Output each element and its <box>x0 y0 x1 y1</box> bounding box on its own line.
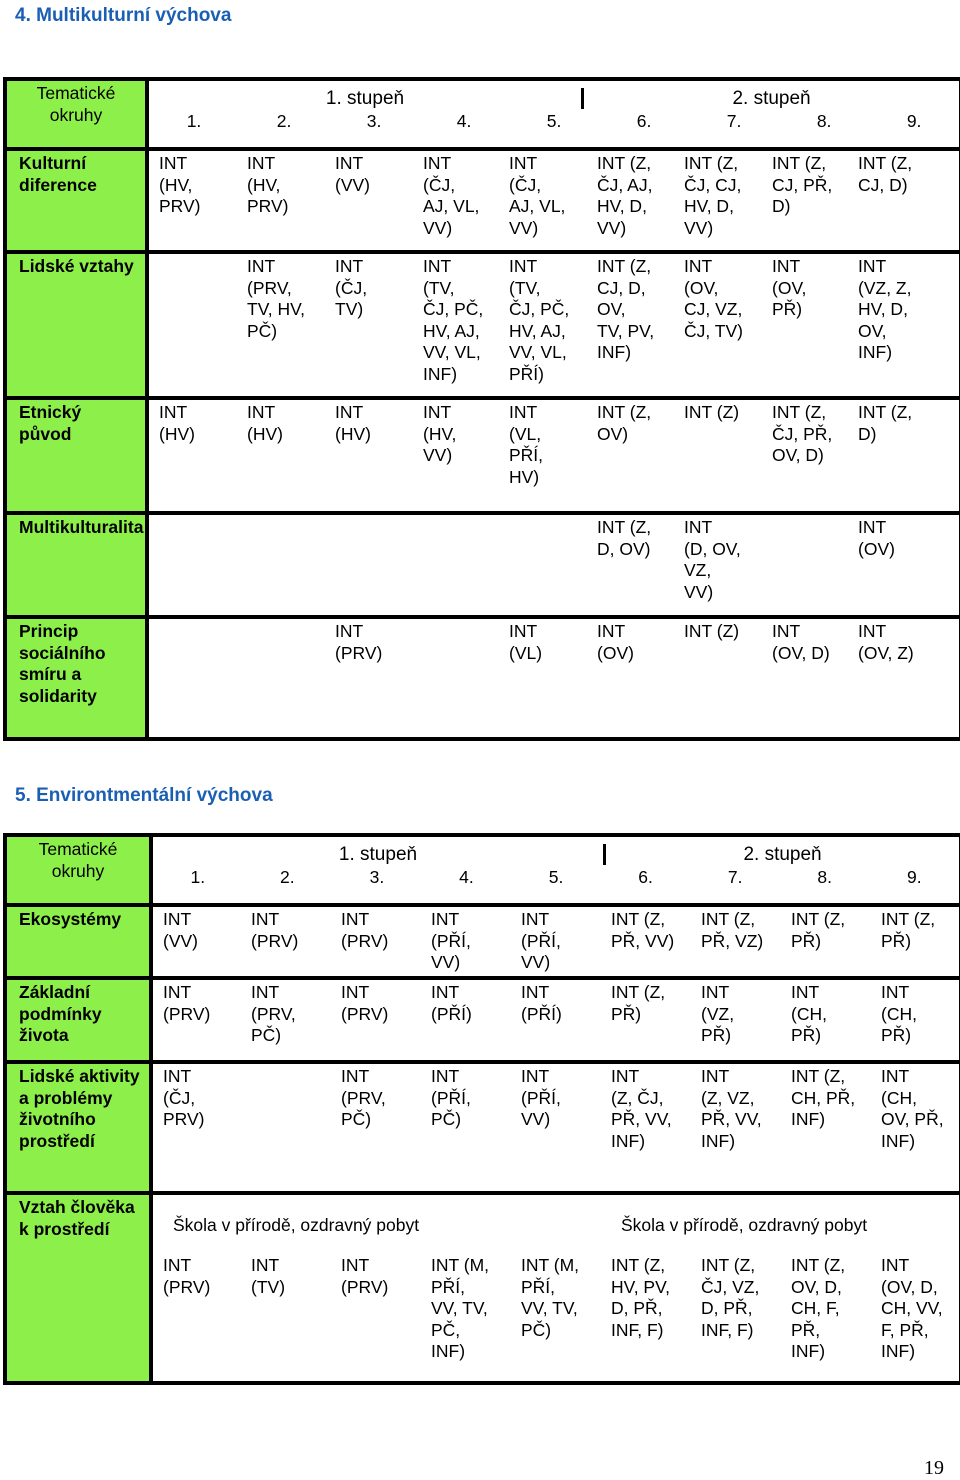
grade-label: 5. <box>548 867 564 888</box>
table-cell: INT (VV) <box>151 905 241 978</box>
theme-header-label: Tematické okruhy <box>38 839 118 881</box>
grade-label: 5. <box>546 111 562 132</box>
table-cell: INT (OV) <box>587 617 674 739</box>
span-label: Škola v přírodě, ozdravný pobyt <box>621 1215 868 1235</box>
table-cell: INT (VZ, Z, HV, D, OV, INF) <box>848 252 960 398</box>
table-cell: INT (ČJ, AJ, VL, VV) <box>413 149 499 252</box>
table-cell: INT (PRV) <box>331 978 421 1062</box>
table-row <box>5 905 960 978</box>
theme-label: Multikulturalita <box>19 517 144 537</box>
table-cell: INT (TV) <box>241 1253 331 1383</box>
table-cell: INT (Z) <box>674 398 762 513</box>
table-cell: INT (TV, ČJ, PČ, HV, AJ, VV, VL, PŘÍ) <box>499 252 587 398</box>
theme-cell <box>5 252 147 398</box>
table-cell: INT (Z, PŘ) <box>781 905 871 978</box>
stage-row <box>153 837 959 865</box>
grade-label: 4. <box>456 111 472 132</box>
grade-label: 4. <box>459 867 474 888</box>
table-cell: INT (PRV, PČ) <box>241 978 331 1062</box>
table-cell: INT (PŘÍ, VV) <box>511 905 601 978</box>
stage-2-label: 2. stupeň <box>603 844 959 866</box>
theme-label: Princip sociálního smíru a solidarity <box>19 621 106 706</box>
table-cell: INT (CH, PŘ) <box>781 978 871 1062</box>
table-cell: INT (VL) <box>499 617 587 739</box>
grade-label: 9. <box>906 111 922 132</box>
theme-cell <box>5 1062 151 1193</box>
theme-cell <box>5 978 151 1062</box>
table-cell: INT (HV, PRV) <box>147 149 237 252</box>
theme-cell <box>5 398 147 513</box>
grade-label: 9. <box>906 867 922 888</box>
table-cell: INT (Z, ČJ, CJ, HV, D, VV) <box>674 149 762 252</box>
table-cell: INT (PRV, TV, HV, PČ) <box>237 252 325 398</box>
theme-label: Vztah člověka k prostředí <box>19 1197 135 1239</box>
table-cell: INT (PRV) <box>331 1253 421 1383</box>
grade-label: 8. <box>816 111 832 132</box>
table-cell <box>237 617 325 739</box>
table-cell <box>413 513 499 617</box>
span-label: Škola v přírodě, ozdravný pobyt <box>173 1215 420 1235</box>
grade-label: 1. <box>186 111 202 132</box>
stage-row <box>149 81 959 109</box>
table-cell: INT (PRV) <box>241 905 331 978</box>
table-cell: INT (VL, PŘÍ, HV) <box>499 398 587 513</box>
table-cell: INT (OV, CJ, VZ, ČJ, TV) <box>674 252 762 398</box>
table-cell: INT (PRV) <box>331 905 421 978</box>
table-cell: INT (Z, VZ, PŘ, VV, INF) <box>691 1062 781 1193</box>
header-row <box>5 835 960 905</box>
header-row <box>5 79 960 149</box>
table-cell: INT (HV) <box>325 398 413 513</box>
table-row <box>5 617 960 739</box>
grade-numbers <box>153 865 959 891</box>
grade-label: 1. <box>190 867 206 888</box>
table-cell: INT (TV, ČJ, PČ, HV, AJ, VV, VL, INF) <box>413 252 499 398</box>
table-cell: INT (PŘÍ) <box>421 978 511 1062</box>
table-cell: INT (Z, PŘ) <box>601 978 691 1062</box>
theme-label: Etnický původ <box>19 402 82 444</box>
table-cell: INT (OV, PŘ) <box>762 252 848 398</box>
table-cell <box>237 513 325 617</box>
table-cell: INT (Z, D) <box>848 398 960 513</box>
table-cell: INT (CH, OV, PŘ, INF) <box>871 1062 960 1193</box>
table-cell: INT (Z, OV, D, CH, F, PŘ, INF) <box>781 1253 871 1383</box>
table-cell: INT (OV, D, CH, VV, F, PŘ, INF) <box>871 1253 960 1383</box>
stage-2-label: 2. stupeň <box>581 88 959 110</box>
section-title-environmentalni: 5. Environtmentální výchova <box>15 785 273 806</box>
theme-header-label: Tematické okruhy <box>36 83 116 125</box>
table-cell: INT (PRV, PČ) <box>331 1062 421 1193</box>
stage-1-label: 1. stupeň <box>325 87 405 109</box>
stage-1-label: 1. stupeň <box>338 843 418 865</box>
table-cell: INT (ČJ, PRV) <box>151 1062 241 1193</box>
theme-label: Lidské vztahy <box>19 256 134 276</box>
table-cell: INT (Z, ČJ, PŘ, VV, INF) <box>601 1062 691 1193</box>
theme-label: Ekosystémy <box>19 909 122 929</box>
table-cell: INT (Z) <box>674 617 762 739</box>
theme-header <box>5 835 151 905</box>
table-cell: INT (Z, CJ, D) <box>848 149 960 252</box>
theme-label: Kulturní diference <box>19 153 97 195</box>
table-cell: INT (Z, PŘ, VV) <box>601 905 691 978</box>
table-cell: INT (HV) <box>237 398 325 513</box>
table-multikulturni <box>3 77 960 741</box>
table-cell: INT (Z, PŘ) <box>871 905 960 978</box>
grade-label: 3. <box>369 867 385 888</box>
table-cell: INT (OV) <box>848 513 960 617</box>
grade-label: 6. <box>638 867 653 888</box>
section-title-multikulturni: 4. Multikulturní výchova <box>15 5 232 26</box>
table-row <box>5 513 960 617</box>
grade-label: 6. <box>636 111 652 132</box>
grade-label: 2. <box>276 111 292 132</box>
table-cell <box>413 617 499 739</box>
theme-label: Lidské aktivity a problémy životního prostředí <box>19 1066 140 1151</box>
table-cell: INT (PŘÍ, VV) <box>421 905 511 978</box>
grade-numbers <box>149 109 959 135</box>
table-cell: INT (Z, OV) <box>587 398 674 513</box>
table-cell: INT (Z, ČJ, VZ, D, PŘ, INF, F) <box>691 1253 781 1383</box>
table-cell <box>499 513 587 617</box>
table-cell <box>147 252 237 398</box>
table-cell: INT (OV, Z) <box>848 617 960 739</box>
table-cell <box>147 617 237 739</box>
table-cell: INT (HV) <box>147 398 237 513</box>
table-cell <box>241 1062 331 1193</box>
table-cell: INT (CH, PŘ) <box>871 978 960 1062</box>
table-row <box>5 978 960 1062</box>
table-cell: INT (M, PŘÍ, VV, TV, PČ) <box>511 1253 601 1383</box>
table-cell: INT (PRV) <box>151 1253 241 1383</box>
grade-header <box>151 835 960 905</box>
grade-label: 7. <box>726 111 742 132</box>
theme-cell <box>5 149 147 252</box>
table-cell <box>147 513 237 617</box>
table-row <box>5 398 960 513</box>
theme-cell <box>5 1193 151 1383</box>
table-cell: INT (M, PŘÍ, VV, TV, PČ, INF) <box>421 1253 511 1383</box>
table-cell: INT (PŘÍ) <box>511 978 601 1062</box>
theme-label: Základní podmínky života <box>19 982 102 1045</box>
table-cell: INT (ČJ, AJ, VL, VV) <box>499 149 587 252</box>
theme-header <box>5 79 147 149</box>
table-cell: INT (Z, ČJ, AJ, HV, D, VV) <box>587 149 674 252</box>
table-row <box>5 1193 960 1253</box>
table-row <box>5 252 960 398</box>
grade-header <box>147 79 960 149</box>
grade-label: 7. <box>727 867 743 888</box>
span-cell-stage2 <box>601 1193 960 1253</box>
theme-cell <box>5 905 151 978</box>
table-cell <box>762 513 848 617</box>
table-cell: INT (VV) <box>325 149 413 252</box>
table-cell: INT (ČJ, TV) <box>325 252 413 398</box>
table-cell: INT (PRV) <box>151 978 241 1062</box>
table-row <box>5 149 960 252</box>
table-row <box>5 1062 960 1193</box>
grade-label: 8. <box>817 867 833 888</box>
table-cell: INT (Z, CJ, PŘ, D) <box>762 149 848 252</box>
table-cell: INT (PŘÍ, VV) <box>511 1062 601 1193</box>
span-cell-stage1 <box>151 1193 601 1253</box>
theme-cell <box>5 617 147 739</box>
table-cell: INT (Z, CH, PŘ, INF) <box>781 1062 871 1193</box>
table-cell: INT (Z, ČJ, PŘ, OV, D) <box>762 398 848 513</box>
page-number: 19 <box>924 1457 944 1479</box>
grade-label: 2. <box>280 867 295 888</box>
table-cell: INT (Z, HV, PV, D, PŘ, INF, F) <box>601 1253 691 1383</box>
theme-cell <box>5 513 147 617</box>
table-cell: INT (PRV) <box>325 617 413 739</box>
table-cell: INT (OV, D) <box>762 617 848 739</box>
table-cell: INT (VZ, PŘ) <box>691 978 781 1062</box>
table-cell: INT (Z, D, OV) <box>587 513 674 617</box>
table-cell <box>325 513 413 617</box>
table-cell: INT (HV, VV) <box>413 398 499 513</box>
table-cell: INT (PŘÍ, PČ) <box>421 1062 511 1193</box>
table-cell: INT (D, OV, VZ, VV) <box>674 513 762 617</box>
table-cell: INT (HV, PRV) <box>237 149 325 252</box>
table-cell: INT (Z, PŘ, VZ) <box>691 905 781 978</box>
table-environmentalni <box>3 833 960 1385</box>
table-cell: INT (Z, CJ, D, OV, TV, PV, INF) <box>587 252 674 398</box>
grade-label: 3. <box>366 111 382 132</box>
